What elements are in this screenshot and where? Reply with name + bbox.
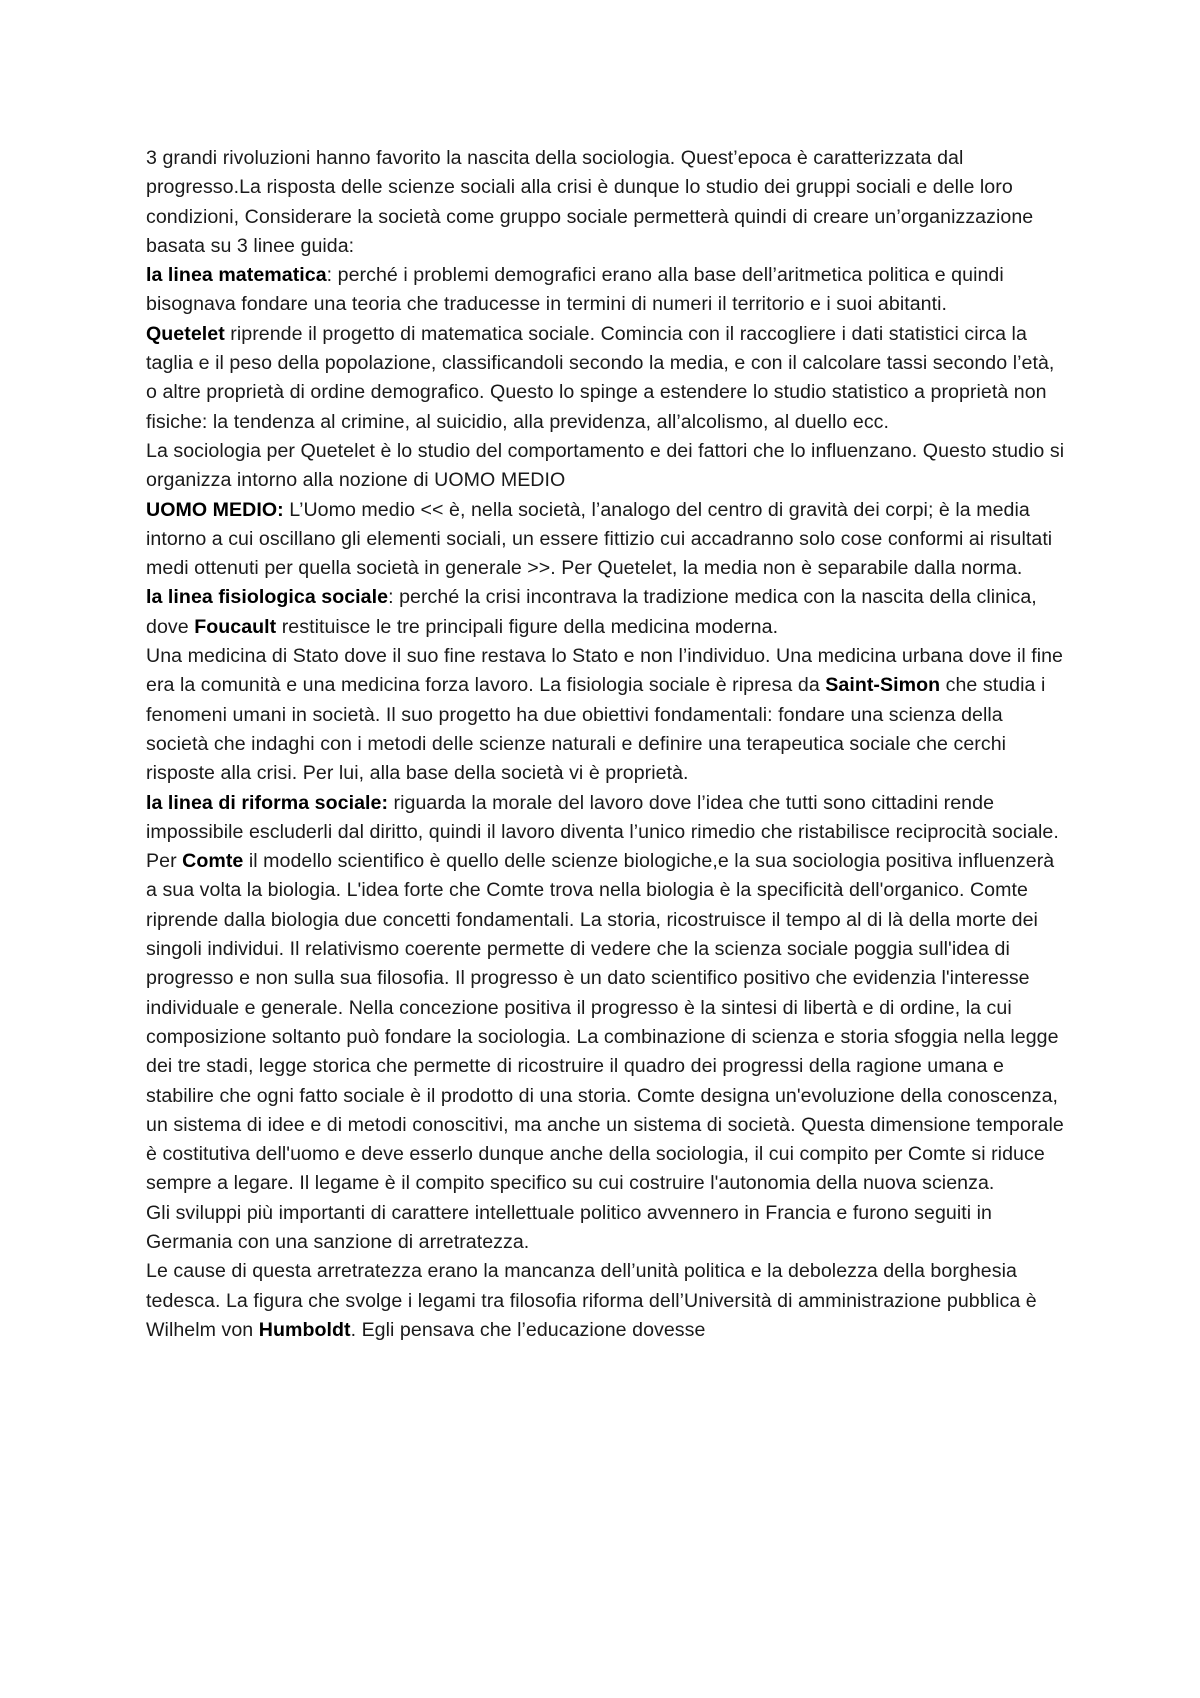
paragraph-text: Una medicina di Stato dove il suo fine restava lo Stato e non l’individuo. Una medicina urbana dove il fine era la comunità e una medicina forza lavoro. La fisiologia sociale è ripresa da	[146, 645, 1064, 697]
paragraph	[146, 144, 1066, 261]
paragraph-text: che studia i fenomeni umani in società. Il suo progetto ha due obiettivi fondamentali: fondare una scienza della società che indaghi con i metodi delle scienze naturali e definire una terapeutica sociale che cerchi risposte alla crisi. Per lui, alla base della società vi è proprietà.	[146, 674, 1046, 785]
paragraph	[146, 1257, 1066, 1345]
paragraph-text: il modello scientifico è quello delle scienze biologiche,e la sua sociologia positiva influenzerà a sua volta la biologia. L'idea forte che Comte trova nella biologia è la specificità dell'organico. Comte riprende dalla biologia due concetti fondamentali. La storia, ricostruisce il tempo al di là della morte dei singoli individui. Il relativismo coerente permette di vedere che la scienza sociale poggia sull'idea di progresso e non sulla sua filosofia. Il progresso è un dato scientifico positivo che evidenzia l'interesse individuale e generale. Nella concezione positiva il progresso è la sintesi di libertà e di ordine, la cui composizione soltanto può fondare la sociologia. La combinazione di scienza e storia sfoggia nella legge dei tre stadi, legge storica che permette di ricostruire il quadro dei progressi della ragione umana e stabilire che ogni fatto sociale è il prodotto di una storia. Comte designa un'evoluzione della conoscenza, un sistema di idee e di metodi conoscitivi, ma anche un sistema di società. Questa dimensione temporale è costitutiva dell'uomo e deve esserlo dunque anche della sociologia, il cui compito per Comte si riduce sempre a legare. Il legame è il compito specifico su cui costruire l'autonomia della nuova scienza.	[146, 850, 1064, 1195]
paragraph-text: : perché i problemi demografici erano alla base dell’aritmetica politica e quindi bisognava fondare una teoria che traducesse in termini di numeri il territorio e i suoi abitanti.	[146, 264, 1004, 316]
paragraph-text: Le cause di questa arretratezza erano la mancanza dell’unità politica e la debolezza della borghesia tedesca. La figura che svolge i legami tra filosofia riforma dell’Università di amministrazione pubblica è Wilhelm von	[146, 1260, 1037, 1341]
paragraph-text: La sociologia per Quetelet è lo studio del comportamento e dei fattori che lo influenzano. Questo studio si organizza intorno alla nozione di UOMO MEDIO	[146, 439, 1065, 492]
bold-term: UOMO MEDIO:	[146, 498, 284, 521]
paragraph-text: 3 grandi rivoluzioni hanno favorito la nascita della sociologia. Quest’epoca è caratterizzata dal progresso.La risposta delle scienze sociali alla crisi è dunque lo studio dei gruppi sociali e delle loro condizioni, Considerare la società come gruppo sociale permetterà quindi di creare un’organizzazione basata su 3 linee guida:	[146, 147, 1034, 257]
bold-term: Foucault	[194, 615, 277, 638]
bold-term: Saint-Simon	[825, 674, 941, 697]
paragraph-text: Gli sviluppi più importanti di carattere intellettuale politico avvennero in Francia e furono seguiti in Germania con una sanzione di arretratezza.	[146, 1201, 992, 1253]
paragraph-text: L’Uomo medio << è, nella società, l’analogo del centro di gravità dei corpi; è la media intorno a cui oscillano gli elementi sociali, un essere fittizio cui accadranno solo cose conformi ai risultati medi ottenuti per quella società in generale >>. Per Quetelet, la media non è separabile dalla norma.	[146, 498, 1053, 580]
paragraph	[146, 437, 1066, 496]
paragraph	[146, 847, 1066, 1199]
bold-term: Comte	[182, 850, 244, 873]
bold-term: Humboldt	[258, 1318, 351, 1341]
paragraph	[146, 1199, 1066, 1258]
paragraph-text: riguarda la morale del lavoro dove l’idea che tutti sono cittadini rende impossibile escluderli dal diritto, quindi il lavoro diventa l’unico rimedio che ristabilisce reciprocità sociale.	[146, 791, 1059, 843]
paragraph	[146, 583, 1066, 642]
paragraph	[146, 496, 1066, 584]
paragraph-text: Per	[146, 850, 183, 873]
document-body	[146, 144, 1066, 1345]
paragraph	[146, 642, 1066, 788]
paragraph-text: riprende il progetto di matematica sociale. Comincia con il raccogliere i dati statistici circa la taglia e il peso della popolazione, classificandoli secondo la media, e con il calcolare tassi secondo l’età, o altre proprietà di ordine demografico. Questo lo spinge a estendere lo studio statistico a proprietà non fisiche: la tendenza al crimine, al suicidio, alla previdenza, all’alcolismo, al duello ecc.	[146, 322, 1055, 433]
paragraph	[146, 261, 1066, 320]
bold-term: la linea matematica	[146, 264, 327, 287]
paragraph	[146, 320, 1066, 437]
bold-term: la linea di riforma sociale:	[146, 791, 389, 814]
bold-term: la linea fisiologica sociale	[146, 586, 389, 609]
paragraph-text: restituisce le tre principali figure della medicina moderna.	[276, 615, 779, 638]
paragraph-text: : perché la crisi incontrava la tradizione medica con la nascita della clinica, dove	[146, 586, 1037, 638]
bold-term: Quetelet	[146, 322, 225, 345]
paragraph-text: . Egli pensava che l’educazione dovesse	[350, 1318, 706, 1341]
paragraph	[146, 789, 1066, 848]
